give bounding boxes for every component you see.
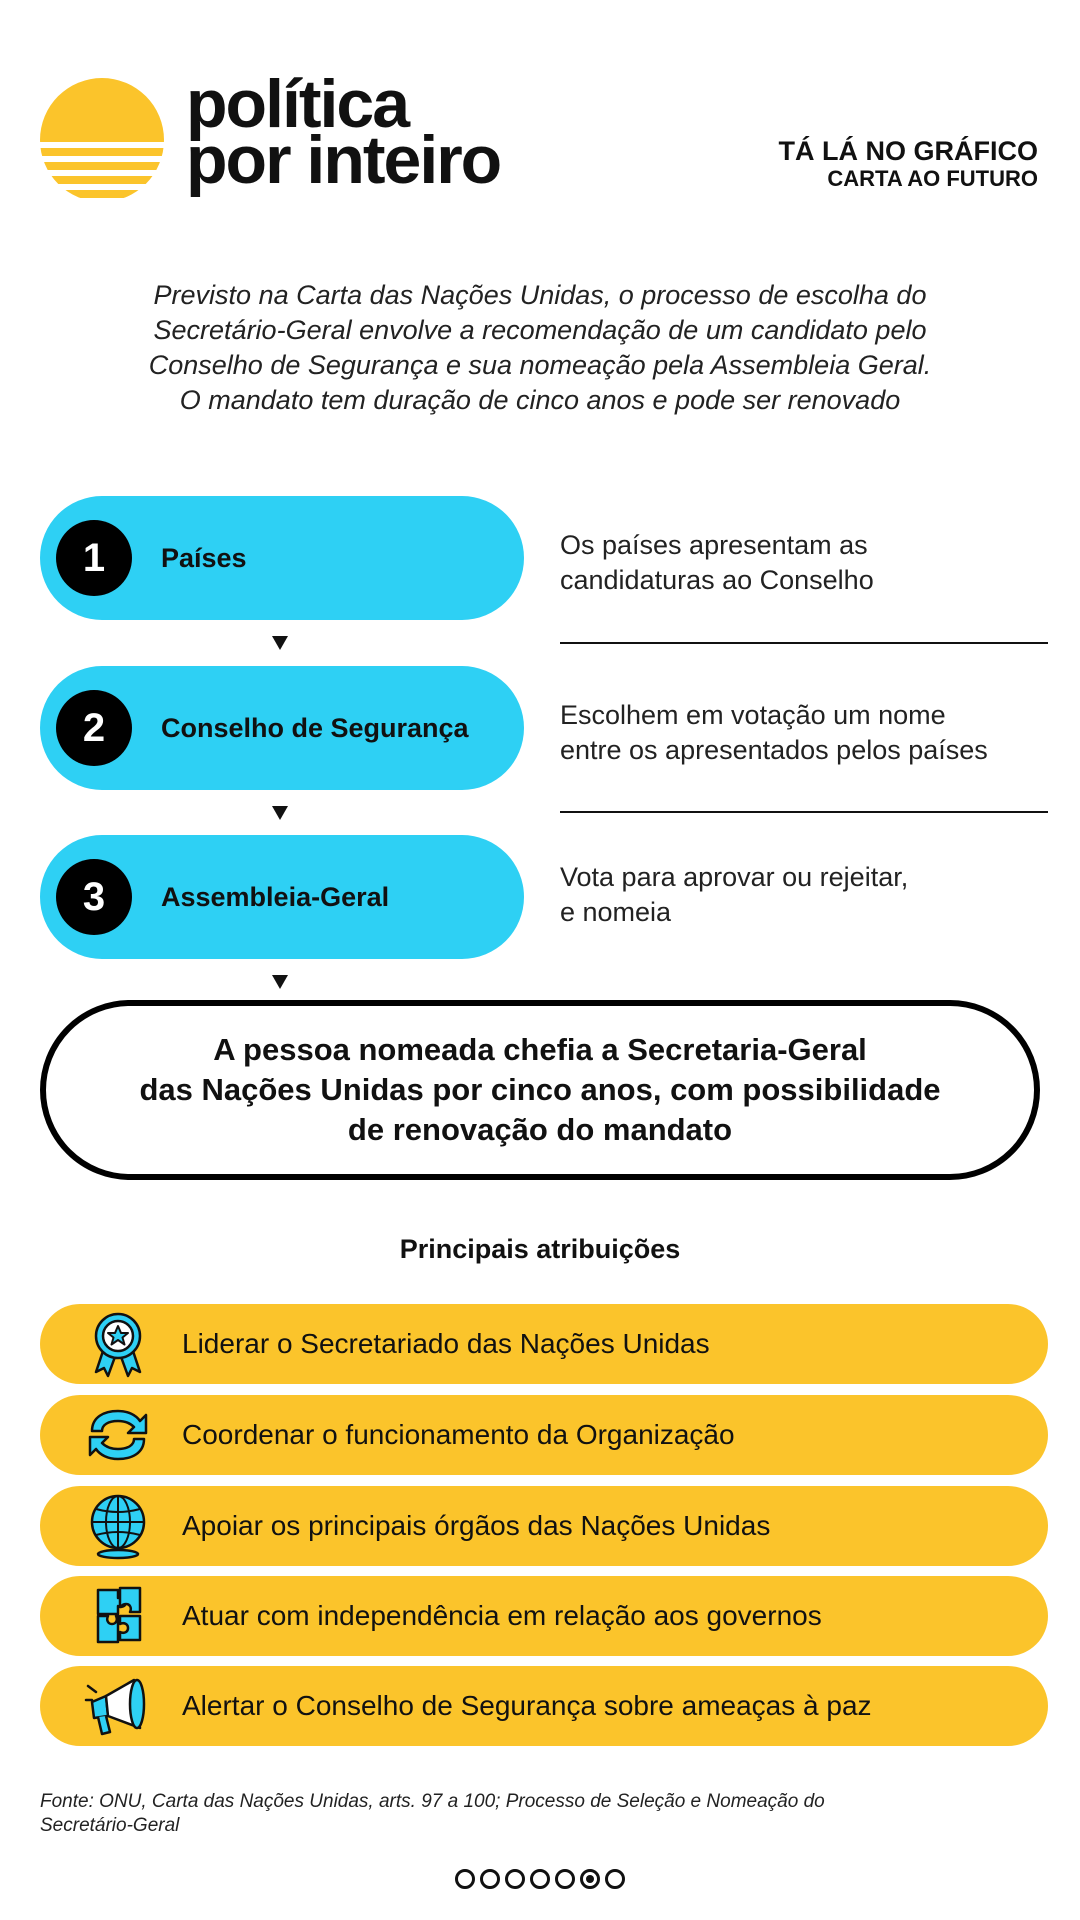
pager-dot[interactable] <box>530 1869 550 1889</box>
brand-line-2: por inteiro <box>186 122 501 198</box>
step-paises <box>40 496 524 620</box>
brand-line-1: política <box>186 66 409 142</box>
pager-dot[interactable] <box>480 1869 500 1889</box>
duty-item <box>40 1395 1048 1475</box>
pager-dot-active[interactable] <box>580 1869 600 1889</box>
duty-text: Liderar o Secretariado das Nações Unidas <box>182 1328 710 1359</box>
step-number-badge: 2 <box>56 690 132 766</box>
step-number-badge: 1 <box>56 520 132 596</box>
pager-dot[interactable] <box>605 1869 625 1889</box>
intro-line: Secretário-Geral envolve a recomendação de um candidato pelo <box>153 315 927 345</box>
step-description-line: Os países apresentam as <box>560 530 868 560</box>
divider <box>560 811 1048 813</box>
pager-dot[interactable] <box>505 1869 525 1889</box>
duty-text: Alertar o Conselho de Segurança sobre ameaças à paz <box>182 1690 872 1721</box>
intro-line: O mandato tem duração de cinco anos e pode ser renovado <box>179 385 901 415</box>
down-arrow-icon <box>272 806 288 820</box>
header <box>0 0 1080 230</box>
carousel-pager <box>0 1869 1080 1889</box>
divider <box>560 642 1048 644</box>
duty-text: Atuar com independência em relação aos governos <box>182 1600 822 1631</box>
globe-icon <box>84 1492 152 1560</box>
intro-text <box>60 278 1020 418</box>
result-line: A pessoa nomeada chefia a Secretaria-Geral <box>213 1032 867 1067</box>
step-description-line: entre os apresentados pelos países <box>560 735 988 765</box>
down-arrow-icon <box>272 975 288 989</box>
megaphone-icon <box>84 1672 152 1740</box>
source-line: Secretário-Geral <box>40 1815 180 1836</box>
cycle-arrows-icon <box>84 1401 152 1469</box>
step-description-line: candidaturas ao Conselho <box>560 565 874 595</box>
step-label: Países <box>161 543 247 573</box>
result-line: de renovação do mandato <box>347 1112 733 1147</box>
duty-item <box>40 1666 1048 1746</box>
step-label: Assembleia-Geral <box>161 882 390 912</box>
brand-logo-text <box>186 66 501 198</box>
duties-title: Principais atribuições <box>399 1234 681 1264</box>
duty-item <box>40 1486 1048 1566</box>
intro-line: Previsto na Carta das Nações Unidas, o processo de escolha do <box>153 280 927 310</box>
down-arrow-icon <box>272 636 288 650</box>
section-tag <box>779 136 1038 192</box>
step-description <box>560 698 1060 768</box>
duty-item <box>40 1576 1048 1656</box>
duty-text: Coordenar o funcionamento da Organização <box>182 1419 735 1450</box>
step-description <box>560 860 1060 930</box>
step-number-badge: 3 <box>56 859 132 935</box>
puzzle-icon <box>84 1582 152 1650</box>
duty-item <box>40 1304 1048 1384</box>
result-line: das Nações Unidas por cinco anos, com possibilidade <box>139 1072 941 1107</box>
step-description-line: Vota para aprovar ou rejeitar, <box>560 862 909 892</box>
tag-line-1: TÁ LÁ NO GRÁFICO <box>778 136 1038 166</box>
source-note <box>40 1790 1040 1838</box>
step-description <box>560 528 1060 598</box>
source-line: Fonte: ONU, Carta das Nações Unidas, arts. 97 a 100; Processo de Seleção e Nomeação do <box>40 1791 825 1812</box>
step-description-line: Escolhem em votação um nome <box>560 700 946 730</box>
result-box <box>40 1000 1040 1180</box>
pager-dot[interactable] <box>555 1869 575 1889</box>
step-label: Conselho de Segurança <box>161 713 469 743</box>
step-description-line: e nomeia <box>560 897 672 927</box>
duty-text: Apoiar os principais órgãos das Nações Unidas <box>182 1510 771 1541</box>
step-assembleia <box>40 835 524 959</box>
sun-logo-icon <box>40 78 164 202</box>
intro-line: Conselho de Segurança e sua nomeação pela Assembleia Geral. <box>148 350 932 380</box>
pager-dot[interactable] <box>455 1869 475 1889</box>
tag-line-2: CARTA AO FUTURO <box>827 166 1038 191</box>
medal-icon <box>84 1310 152 1378</box>
step-conselho <box>40 666 524 790</box>
